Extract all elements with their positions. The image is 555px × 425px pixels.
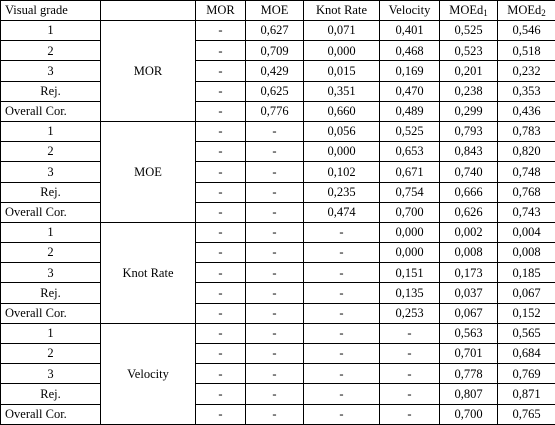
value-cell: 0,470 <box>380 81 440 101</box>
value-cell: 0,700 <box>380 202 440 222</box>
value-cell: 0,765 <box>498 404 555 424</box>
value-cell: 0,436 <box>498 101 555 121</box>
value-cell: - <box>304 222 380 242</box>
group-label-cell: Velocity <box>101 323 196 424</box>
table-row <box>1 364 555 384</box>
grade-cell: Overall Cor. <box>1 101 101 121</box>
value-cell: - <box>246 303 304 323</box>
header-moed1-base: MOEd <box>449 3 483 17</box>
table-row <box>1 21 555 41</box>
value-cell: 0,037 <box>440 283 498 303</box>
table-row <box>1 323 555 343</box>
value-cell: 0,754 <box>380 182 440 202</box>
value-cell: 0,768 <box>498 182 555 202</box>
value-cell: - <box>196 202 246 222</box>
value-cell: - <box>304 283 380 303</box>
value-cell: 0,201 <box>440 61 498 81</box>
value-cell: - <box>304 364 380 384</box>
value-cell: - <box>196 303 246 323</box>
value-cell: 0,000 <box>380 243 440 263</box>
value-cell: 0,671 <box>380 162 440 182</box>
header-moed1-sub: 1 <box>483 8 488 18</box>
value-cell: - <box>196 162 246 182</box>
value-cell: 0,238 <box>440 81 498 101</box>
value-cell: 0,523 <box>440 41 498 61</box>
value-cell: 0,353 <box>498 81 555 101</box>
group-label-cell: MOR <box>101 21 196 122</box>
grade-cell: Overall Cor. <box>1 202 101 222</box>
value-cell: 0,015 <box>304 61 380 81</box>
value-cell: 0,151 <box>380 263 440 283</box>
value-cell: - <box>304 404 380 424</box>
grade-cell: Rej. <box>1 384 101 404</box>
value-cell: 0,776 <box>246 101 304 121</box>
value-cell: 0,000 <box>304 41 380 61</box>
table-row <box>1 101 555 121</box>
grade-cell: 1 <box>1 21 101 41</box>
grade-cell: Overall Cor. <box>1 404 101 424</box>
grade-cell: Rej. <box>1 81 101 101</box>
value-cell: - <box>380 344 440 364</box>
value-cell: 0,008 <box>498 243 555 263</box>
value-cell: 0,709 <box>246 41 304 61</box>
value-cell: 0,004 <box>498 222 555 242</box>
value-cell: 0,056 <box>304 121 380 141</box>
value-cell: 0,563 <box>440 323 498 343</box>
grade-cell: Rej. <box>1 283 101 303</box>
value-cell: 0,871 <box>498 384 555 404</box>
table-row <box>1 162 555 182</box>
value-cell: - <box>304 323 380 343</box>
value-cell: - <box>196 384 246 404</box>
grade-cell: 3 <box>1 61 101 81</box>
value-cell: - <box>246 283 304 303</box>
value-cell: - <box>246 243 304 263</box>
table-row <box>1 344 555 364</box>
value-cell: 0,000 <box>304 142 380 162</box>
value-cell: - <box>380 323 440 343</box>
value-cell: 0,820 <box>498 142 555 162</box>
grade-cell: 1 <box>1 323 101 343</box>
grade-cell: 3 <box>1 263 101 283</box>
table-row <box>1 283 555 303</box>
value-cell: - <box>304 263 380 283</box>
grade-cell: 2 <box>1 243 101 263</box>
value-cell: 0,008 <box>440 243 498 263</box>
value-cell: - <box>196 404 246 424</box>
value-cell: - <box>246 404 304 424</box>
value-cell: 0,135 <box>380 283 440 303</box>
value-cell: - <box>196 263 246 283</box>
header-moed2-base: MOEd <box>507 3 541 17</box>
table-row <box>1 121 555 141</box>
value-cell: 0,474 <box>304 202 380 222</box>
header-moed2-sub: 2 <box>541 8 546 18</box>
table-row <box>1 41 555 61</box>
table-row <box>1 404 555 424</box>
value-cell: - <box>196 243 246 263</box>
value-cell: - <box>246 364 304 384</box>
value-cell: - <box>304 303 380 323</box>
value-cell: - <box>196 61 246 81</box>
grade-cell: Overall Cor. <box>1 303 101 323</box>
value-cell: - <box>196 142 246 162</box>
value-cell: - <box>196 21 246 41</box>
value-cell: 0,518 <box>498 41 555 61</box>
value-cell: - <box>196 41 246 61</box>
value-cell: 0,783 <box>498 121 555 141</box>
value-cell: - <box>246 323 304 343</box>
value-cell: - <box>380 404 440 424</box>
value-cell: 0,748 <box>498 162 555 182</box>
value-cell: 0,740 <box>440 162 498 182</box>
value-cell: 0,625 <box>246 81 304 101</box>
value-cell: 0,002 <box>440 222 498 242</box>
value-cell: - <box>196 81 246 101</box>
header-moed2 <box>498 1 555 21</box>
table-row <box>1 222 555 242</box>
grade-cell: Rej. <box>1 182 101 202</box>
header-group <box>101 1 196 21</box>
value-cell: - <box>304 243 380 263</box>
value-cell: 0,743 <box>498 202 555 222</box>
value-cell: 0,627 <box>246 21 304 41</box>
value-cell: 0,351 <box>304 81 380 101</box>
table-row <box>1 243 555 263</box>
header-moed1 <box>440 1 498 21</box>
value-cell: 0,235 <box>304 182 380 202</box>
value-cell: 0,778 <box>440 364 498 384</box>
value-cell: 0,299 <box>440 101 498 121</box>
value-cell: 0,489 <box>380 101 440 121</box>
table-row <box>1 61 555 81</box>
value-cell: 0,660 <box>304 101 380 121</box>
value-cell: - <box>196 121 246 141</box>
value-cell: 0,546 <box>498 21 555 41</box>
value-cell: - <box>304 384 380 404</box>
value-cell: 0,067 <box>440 303 498 323</box>
value-cell: - <box>246 162 304 182</box>
value-cell: - <box>196 344 246 364</box>
grade-cell: 1 <box>1 121 101 141</box>
value-cell: 0,769 <box>498 364 555 384</box>
table-row <box>1 182 555 202</box>
value-cell: 0,793 <box>440 121 498 141</box>
value-cell: - <box>196 222 246 242</box>
value-cell: 0,152 <box>498 303 555 323</box>
grade-cell: 2 <box>1 41 101 61</box>
value-cell: 0,700 <box>440 404 498 424</box>
grade-cell: 2 <box>1 344 101 364</box>
value-cell: - <box>246 202 304 222</box>
value-cell: 0,000 <box>380 222 440 242</box>
value-cell: 0,185 <box>498 263 555 283</box>
value-cell: 0,626 <box>440 202 498 222</box>
table-row <box>1 202 555 222</box>
value-cell: - <box>246 222 304 242</box>
header-mor: MOR <box>196 1 246 21</box>
value-cell: 0,173 <box>440 263 498 283</box>
value-cell: 0,843 <box>440 142 498 162</box>
value-cell: 0,666 <box>440 182 498 202</box>
value-cell: 0,071 <box>304 21 380 41</box>
table-row <box>1 384 555 404</box>
value-cell: 0,253 <box>380 303 440 323</box>
value-cell: - <box>196 323 246 343</box>
value-cell: 0,684 <box>498 344 555 364</box>
table-row <box>1 81 555 101</box>
header-visual-grade: Visual grade <box>1 1 101 21</box>
table-body <box>1 21 555 425</box>
grade-cell: 1 <box>1 222 101 242</box>
value-cell: - <box>196 364 246 384</box>
table-row <box>1 142 555 162</box>
header-knot-rate: Knot Rate <box>304 1 380 21</box>
value-cell: 0,429 <box>246 61 304 81</box>
table-row <box>1 303 555 323</box>
header-row <box>1 1 555 21</box>
value-cell: - <box>380 364 440 384</box>
value-cell: 0,102 <box>304 162 380 182</box>
group-label-cell: MOE <box>101 121 196 222</box>
table-row <box>1 263 555 283</box>
grade-cell: 2 <box>1 142 101 162</box>
grade-cell: 3 <box>1 162 101 182</box>
value-cell: 0,653 <box>380 142 440 162</box>
value-cell: - <box>380 384 440 404</box>
value-cell: - <box>246 182 304 202</box>
value-cell: 0,401 <box>380 21 440 41</box>
value-cell: 0,169 <box>380 61 440 81</box>
value-cell: - <box>196 101 246 121</box>
group-label-cell: Knot Rate <box>101 222 196 323</box>
value-cell: - <box>246 121 304 141</box>
value-cell: - <box>246 142 304 162</box>
value-cell: 0,232 <box>498 61 555 81</box>
value-cell: - <box>196 182 246 202</box>
value-cell: 0,565 <box>498 323 555 343</box>
value-cell: 0,701 <box>440 344 498 364</box>
value-cell: 0,525 <box>380 121 440 141</box>
header-velocity: Velocity <box>380 1 440 21</box>
value-cell: - <box>246 344 304 364</box>
value-cell: 0,468 <box>380 41 440 61</box>
value-cell: - <box>196 283 246 303</box>
header-moe: MOE <box>246 1 304 21</box>
value-cell: - <box>246 384 304 404</box>
value-cell: 0,067 <box>498 283 555 303</box>
value-cell: 0,525 <box>440 21 498 41</box>
value-cell: - <box>304 344 380 364</box>
value-cell: - <box>246 263 304 283</box>
value-cell: 0,807 <box>440 384 498 404</box>
grade-cell: 3 <box>1 364 101 384</box>
